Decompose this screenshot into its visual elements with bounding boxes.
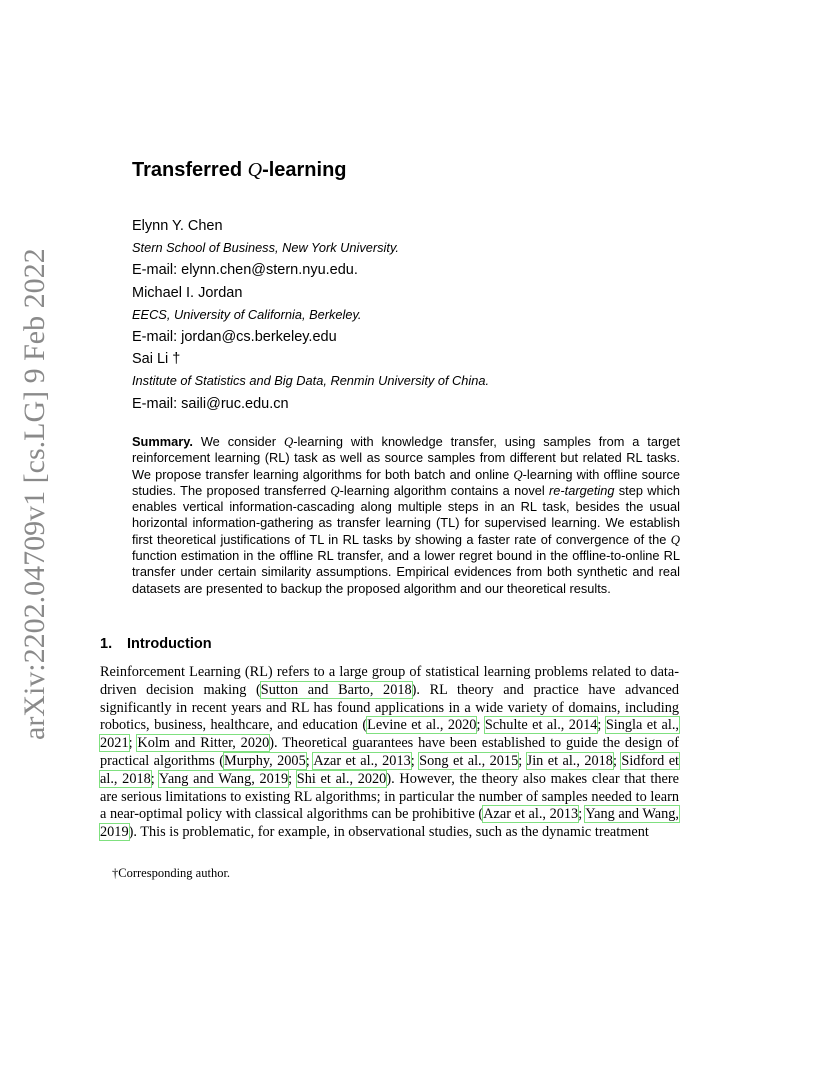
title-q-symbol: Q: [247, 159, 263, 181]
footnote: †Corresponding author.: [112, 866, 231, 880]
summary-text: function estimation in the offline RL transfer, and a lower regret bound in the offline-to-online RL transfer under certain similarity assumptions. Empirical evidences from both synthetic and real datasets are presented to backup the proposed algorithm and our theoretical results.: [132, 548, 680, 596]
citation-link[interactable]: Sidford et al., 2018: [100, 752, 680, 787]
summary-abstract: [132, 434, 680, 597]
title-suffix: -learning: [262, 159, 347, 181]
citation-link[interactable]: Sutton and Barto, 2018: [260, 681, 412, 698]
author-affiliation: Institute of Statistics and Big Data, Renmin University of China.: [132, 373, 490, 389]
body-text: Reinforcement Learning (RL) refers to a large group of statistical learning problems related to data-driven decision making (: [100, 664, 679, 698]
author-affiliation: EECS, University of California, Berkeley.: [132, 306, 362, 322]
author-email: E-mail: jordan@cs.berkeley.edu: [132, 328, 337, 345]
intro-paragraph: Reinforcement Learning (RL) refers to a large group of statistical learning problems related to data-driven decision making (Sutton and Barto, 2018). RL theory and practice have advanced significantly in recent years and RL has found applications in a wide variety of domains, including robotics, business, healthcare, and education (Levine et al., 2020; Schulte et al., 2014; Singla et al., 2021; Kolm and Ritter, 2020). Theoretical guarantees have been established to guide the design of practical algorithms (Murphy, 2005; Azar et al., 2013; Song et al., 2015; Jin et al., 2018; Sidford et al., 2018; Yang and Wang, 2019; Shi et al., 2020). However, the theory also makes clear that there are serious limitations to existing RL algorithms; in particular the number of samples needed to learn a near-optimal policy with classical algorithms can be prohibitive (Azar et al., 2013; Yang and Wang, 2019). This is problematic, for example, in observational studies, such as the dynamic treatment: [100, 664, 680, 841]
q-symbol: Q: [283, 435, 294, 449]
citation-link[interactable]: Azar et al., 2013: [483, 806, 579, 823]
author-block: [132, 215, 752, 415]
citation-link[interactable]: Yang and Wang, 2019: [158, 770, 289, 787]
title-prefix: Transferred: [132, 159, 248, 181]
author-name: Elynn Y. Chen: [132, 218, 223, 234]
paper-title: [132, 159, 347, 182]
body-text: ). RL theory and practice have advanced significantly in recent years and RL has found applications in a wide variety of domains, including robotics, business, healthcare, and education (: [100, 681, 680, 734]
summary-text: step which enables vertical information-cascading along multiple steps in an RL task, besides the usual horizontal information-gathering as transfer learning (TL) for supervised learning. We establish first theoretical justifications of TL in RL tasks by showing a faster rate of convergence of the: [132, 482, 680, 547]
author-email: E-mail: saili@ruc.edu.cn: [132, 395, 289, 412]
summary-text: -learning with knowledge transfer, using samples from a target reinforcement learning (RL) task as well as source samples from different but related RL tasks. We propose transfer learning algorithms for both batch and online: [132, 434, 680, 482]
section-number: 1.: [100, 636, 113, 652]
body-text: ). However, the theory also makes clear that there are serious limitations to existing RL algorithms; in particular the number of samples needed to learn a near-optimal policy with classical algorithms can be prohibitive (: [100, 770, 679, 823]
citation-link[interactable]: Yang and Wang, 2019: [100, 806, 679, 841]
summary-label: Summary.: [132, 434, 193, 449]
citation-link[interactable]: Song et al., 2015: [419, 752, 519, 769]
q-symbol: Q: [330, 483, 340, 498]
author-name: Sai Li †: [132, 351, 181, 368]
citation-link[interactable]: Schulte et al., 2014: [484, 717, 598, 734]
summary-text: We consider: [192, 434, 284, 449]
citation-link[interactable]: Singla et al., 2021: [100, 717, 679, 752]
citation-link[interactable]: Jin et al., 2018: [526, 752, 613, 769]
section-title: Introduction: [127, 636, 212, 652]
body-text: ). Theoretical guarantees have been established to guide the design of practical algorithms (: [100, 735, 680, 769]
author-name: Michael I. Jordan: [132, 284, 243, 301]
summary-emphasis: re-targeting: [549, 482, 615, 498]
body-text: ). This is problematic, for example, in observational studies, such as the dynamic treatment: [128, 824, 649, 841]
citation-link[interactable]: Levine et al., 2020: [367, 717, 477, 734]
summary-text: -learning algorithm contains a novel: [339, 482, 550, 498]
citation-link[interactable]: Azar et al., 2013: [313, 752, 411, 769]
section-heading: [100, 636, 212, 652]
citation-link[interactable]: Kolm and Ritter, 2020: [137, 735, 270, 752]
author-affiliation: Stern School of Business, New York University.: [132, 240, 399, 256]
summary-text: -learning with offline source studies. The proposed transferred: [132, 466, 681, 498]
arxiv-stamp: arXiv:2202.04709v1 [cs.LG] 9 Feb 2022: [18, 248, 51, 740]
citation-link[interactable]: Murphy, 2005: [223, 752, 306, 769]
q-symbol: Q: [670, 532, 680, 547]
q-symbol: Q: [513, 467, 523, 482]
author-email: E-mail: elynn.chen@stern.nyu.edu.: [132, 262, 358, 279]
citation-link[interactable]: Shi et al., 2020: [296, 770, 387, 787]
